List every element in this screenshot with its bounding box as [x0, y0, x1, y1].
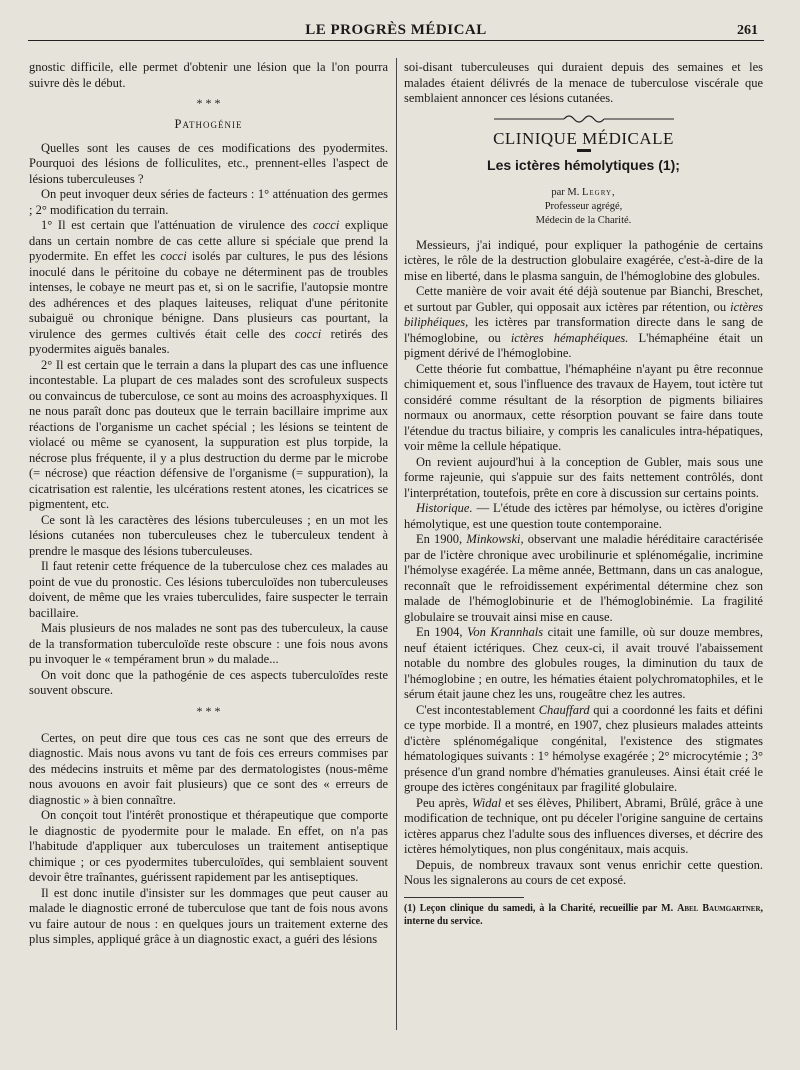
paragraph: Depuis, de nombreux travaux sont venus enrichir cette question. Nous les signalerons au cours de cet exposé. [404, 857, 763, 887]
left-column [29, 60, 388, 1030]
author-name: Legry, [581, 186, 616, 198]
paragraph: Quelles sont les causes de ces modifications des pyodermites. Pourquoi des lésions de folliculites, etc., prennent-elles l'aspect de lésions tuberculeuses ? [29, 140, 388, 186]
running-header [28, 18, 764, 41]
ornamental-divider [494, 113, 674, 125]
paragraph: Peu après, Widal et ses élèves, Philibert, Abrami, Brûlé, grâce à une modification de technique, ont pu déceler l'origine sanguine de certains ictères apparus chez l'adulte sous des influences diverses, et décrire des ictères hémolytiques, non plus congénitaux, mais acquis. [404, 795, 763, 856]
paragraph: En 1904, Von Krannhals citait une famille, où sur douze membres, neuf étaient ictériques. Chez ceux-ci, il avait trouvé l'abaissement notable du nombre des globules rouges, la diminution du taux de l'hémoglobine ; en outre, les hématies étaient polychromatophiles, et le sérum était jaune chez les uns, rougeâtre chez les autres. [404, 625, 763, 701]
paragraph: C'est incontestablement Chauffard qui a coordonné les faits et défini ce type morbide. Il a montré, en 1907, chez plusieurs malades atteints d'ictère splénomégalique congénital, l'existence des stigmates hématologiques suivants : 1° hémolyse exagérée ; 2° microcytémie ; 3° présence d'un grand nombre d'hématies granuleuses. Ainsi était créé le groupe des ictères congénitaux par fragilité globulaire. [404, 702, 763, 794]
paragraph: Il faut retenir cette fréquence de la tuberculose chez ces malades au point de vue du pronostic. Ces lésions tuberculoïdes non tuberculeuses doivent, de même que les vraies tuberculides, faire suspecter le terrain bacillaire. [29, 559, 388, 620]
paragraph: Cette théorie fut combattue, l'hémaphéine n'ayant pu être reconnue chimiquement et, sous l'influence des travaux de Hayem, tout ictère tut considéré comme résultant de la résorption de pigments biliaires normaux ou anormaux, cette résorption pouvant se faire dans toute l'étendue du tractus biliaire, y compris les canalicules intra-hépatiques, voir même la cellule hépatique. [404, 361, 763, 453]
continued-paragraph: soi-disant tuberculeuses qui duraient depuis des semaines et les malades étaient délivrés de la menace de tuberculose viscérale que semblaient annoncer ces lésions cutanées. [404, 60, 763, 105]
footnote-rule [404, 897, 524, 898]
section-heading-pathogenie: Pathogénie [174, 117, 243, 131]
byline: par M. Legry, Professeur agrégé, Médecin de la Charité. [404, 186, 763, 228]
author-role: Médecin de la Charité. [535, 214, 632, 226]
paragraph: 1° Il est certain que l'atténuation de virulence des cocci explique dans un certain nombre de cas cette allure si spéciale que prend la pyodermite. En effet les cocci isolés par cultures, le pus des lésions inoculé dans le péritoine du cobaye ne déterminent pas de troubles intenses, le cobaye ne meurt pas et, si on le sacrifie, l'autopsie montre des adhérences et des plaques laiteuses, reliquat d'une péritonite subaiguë ou chronique bénigne. Dans plusieurs cas pourtant, la virulence des germes cultivés était celle des cocci retirés des pyodermites aiguës banales. [29, 218, 388, 356]
section-stars: * * * [196, 96, 221, 110]
rubric-heading: CLINIQUE MÉDICALE [493, 128, 674, 148]
paragraph: On voit donc que la pathogénie de ces aspects tuberculoïdes reste souvent obscure. [29, 667, 388, 697]
article-title: Les ictères hémolytiques (1); [487, 157, 680, 173]
section-stars: * * * [196, 703, 221, 718]
paragraph: En 1900, Minkowski, observant une maladie héréditaire caractérisée par de l'ictère chronique avec urobilinurie et splénomégalie, incrimine l'hémolyse exagérée. La même année, Bettmann, dans un cas analogue, reconnaît que le refroidissement expérimental détermine chez son malade de l'hémoglobinurie et de l'hémoglobinémie. La fragilité globulaire se trouvait ainsi mise en cause. [404, 532, 763, 624]
paragraph: Historique. — L'étude des ictères par hémolyse, ou ictères d'origine hémolytique, est une question toute contemporaine. [404, 501, 763, 531]
page-number: 261 [737, 23, 758, 38]
continued-paragraph: gnostic difficile, elle permet d'obtenir une lésion que la l'on pourra suivre dès le début. [29, 60, 388, 90]
journal-title: LE PROGRÈS MÉDICAL [305, 22, 487, 38]
paragraph: Ce sont là les caractères des lésions tuberculeuses ; en un mot les lésions cutanées non tuberculeuses chez le tuberculeux tendent à prendre le masque des lésions tuberculeuses. [29, 512, 388, 558]
author-role: Professeur agrégé, [544, 200, 623, 212]
right-column [404, 60, 763, 1020]
paragraph: Certes, on peut dire que tous ces cas ne sont que des erreurs de diagnostic. Mais nous avons vu tant de fois ces erreurs commises par des médecins instruits et même par des dermatologistes (nous-même nous avouons en avoir fait plusieurs) que ce sont des « erreurs de diagnostic » à bien connaître. [29, 730, 388, 807]
paragraph: Il est donc inutile d'insister sur les dommages que peut causer au malade le diagnostic erroné de tuberculose que tant de fois nous avons vu faire autour de nous : en quelques jours un traitement externe des plus simples, appliqué grâce à un diagnostic exact, a guéri des lésions [29, 885, 388, 946]
footnote: (1) Leçon clinique du samedi, à la Charité, recueillie par M. Abel Baumgartner, interne du service. [404, 902, 763, 927]
paragraph: On peut invoquer deux séries de facteurs : 1° atténuation des germes ; 2° modification du terrain. [29, 187, 388, 217]
rubric-rule [577, 149, 591, 152]
paragraph: Cette manière de voir avait été déjà soutenue par Bianchi, Breschet, et surtout par Gubler, qui opposait aux ictères par rétention, ou ictères biliphéiques, les ictères par transformation directe dans le sang de l'hémoglobine, ou ictères hémaphéiques. L'hémaphéine était un pigment dérivé de l'hémoglobine. [404, 284, 763, 360]
paragraph: Messieurs, j'ai indiqué, pour expliquer la pathogénie de certains ictères, le rôle de la destruction globulaire exagérée, c'est-à-dire de la mise en liberté, dans le plasma sanguin, de l'hémoglobine des globules. [404, 237, 763, 283]
paragraph: On revient aujourd'hui à la conception de Gubler, mais sous une forme rajeunie, qui s'appuie sur des faits nettement contrôlés, dont l'interprétation, toutefois, prête en core à discussion sur certains points. [404, 454, 763, 500]
paragraph: On conçoit tout l'intérêt pronostique et thérapeutique que comporte le diagnostic de pyodermite pour le malade. En effet, on n'a pas l'habitude d'appliquer aux tuberculoses un traitement antiseptique chimique ; or ces pyodermites tuberculoïdes, qui semblaient souvent devoir être traînantes, guérissent rapidement par les antiseptiques. [29, 808, 388, 884]
column-divider [396, 58, 397, 1030]
paragraph: 2° Il est certain que le terrain a dans la plupart des cas une influence incontestable. La plupart de ces malades sont des scrofuleux suspects ou convaincus de tuberculose, ce sont au moins des acroasphyxiques. Il ne nous paraît donc pas douteux que le terrain bacillaire imprime aux réactions de l'organisme un cachet spécial ; les lésions se teintent de violacé ou même se cyanosent, la suppuration est plus torpide, la nécrose plus fréquente, il y a plus destruction du derme par le microbe (= nécrose) que réaction défensive de l'organisme (= suppuration), la cicatrisation est ralentie, les ulcérations restent atones, les cicatrices se pigmentent, etc. [29, 357, 388, 511]
paragraph: Mais plusieurs de nos malades ne sont pas des tuberculeux, la cause de la transformation tuberculoïde reste obscure : une fois nous avons pu invoquer le « tempérament brun » du malade... [29, 621, 388, 666]
